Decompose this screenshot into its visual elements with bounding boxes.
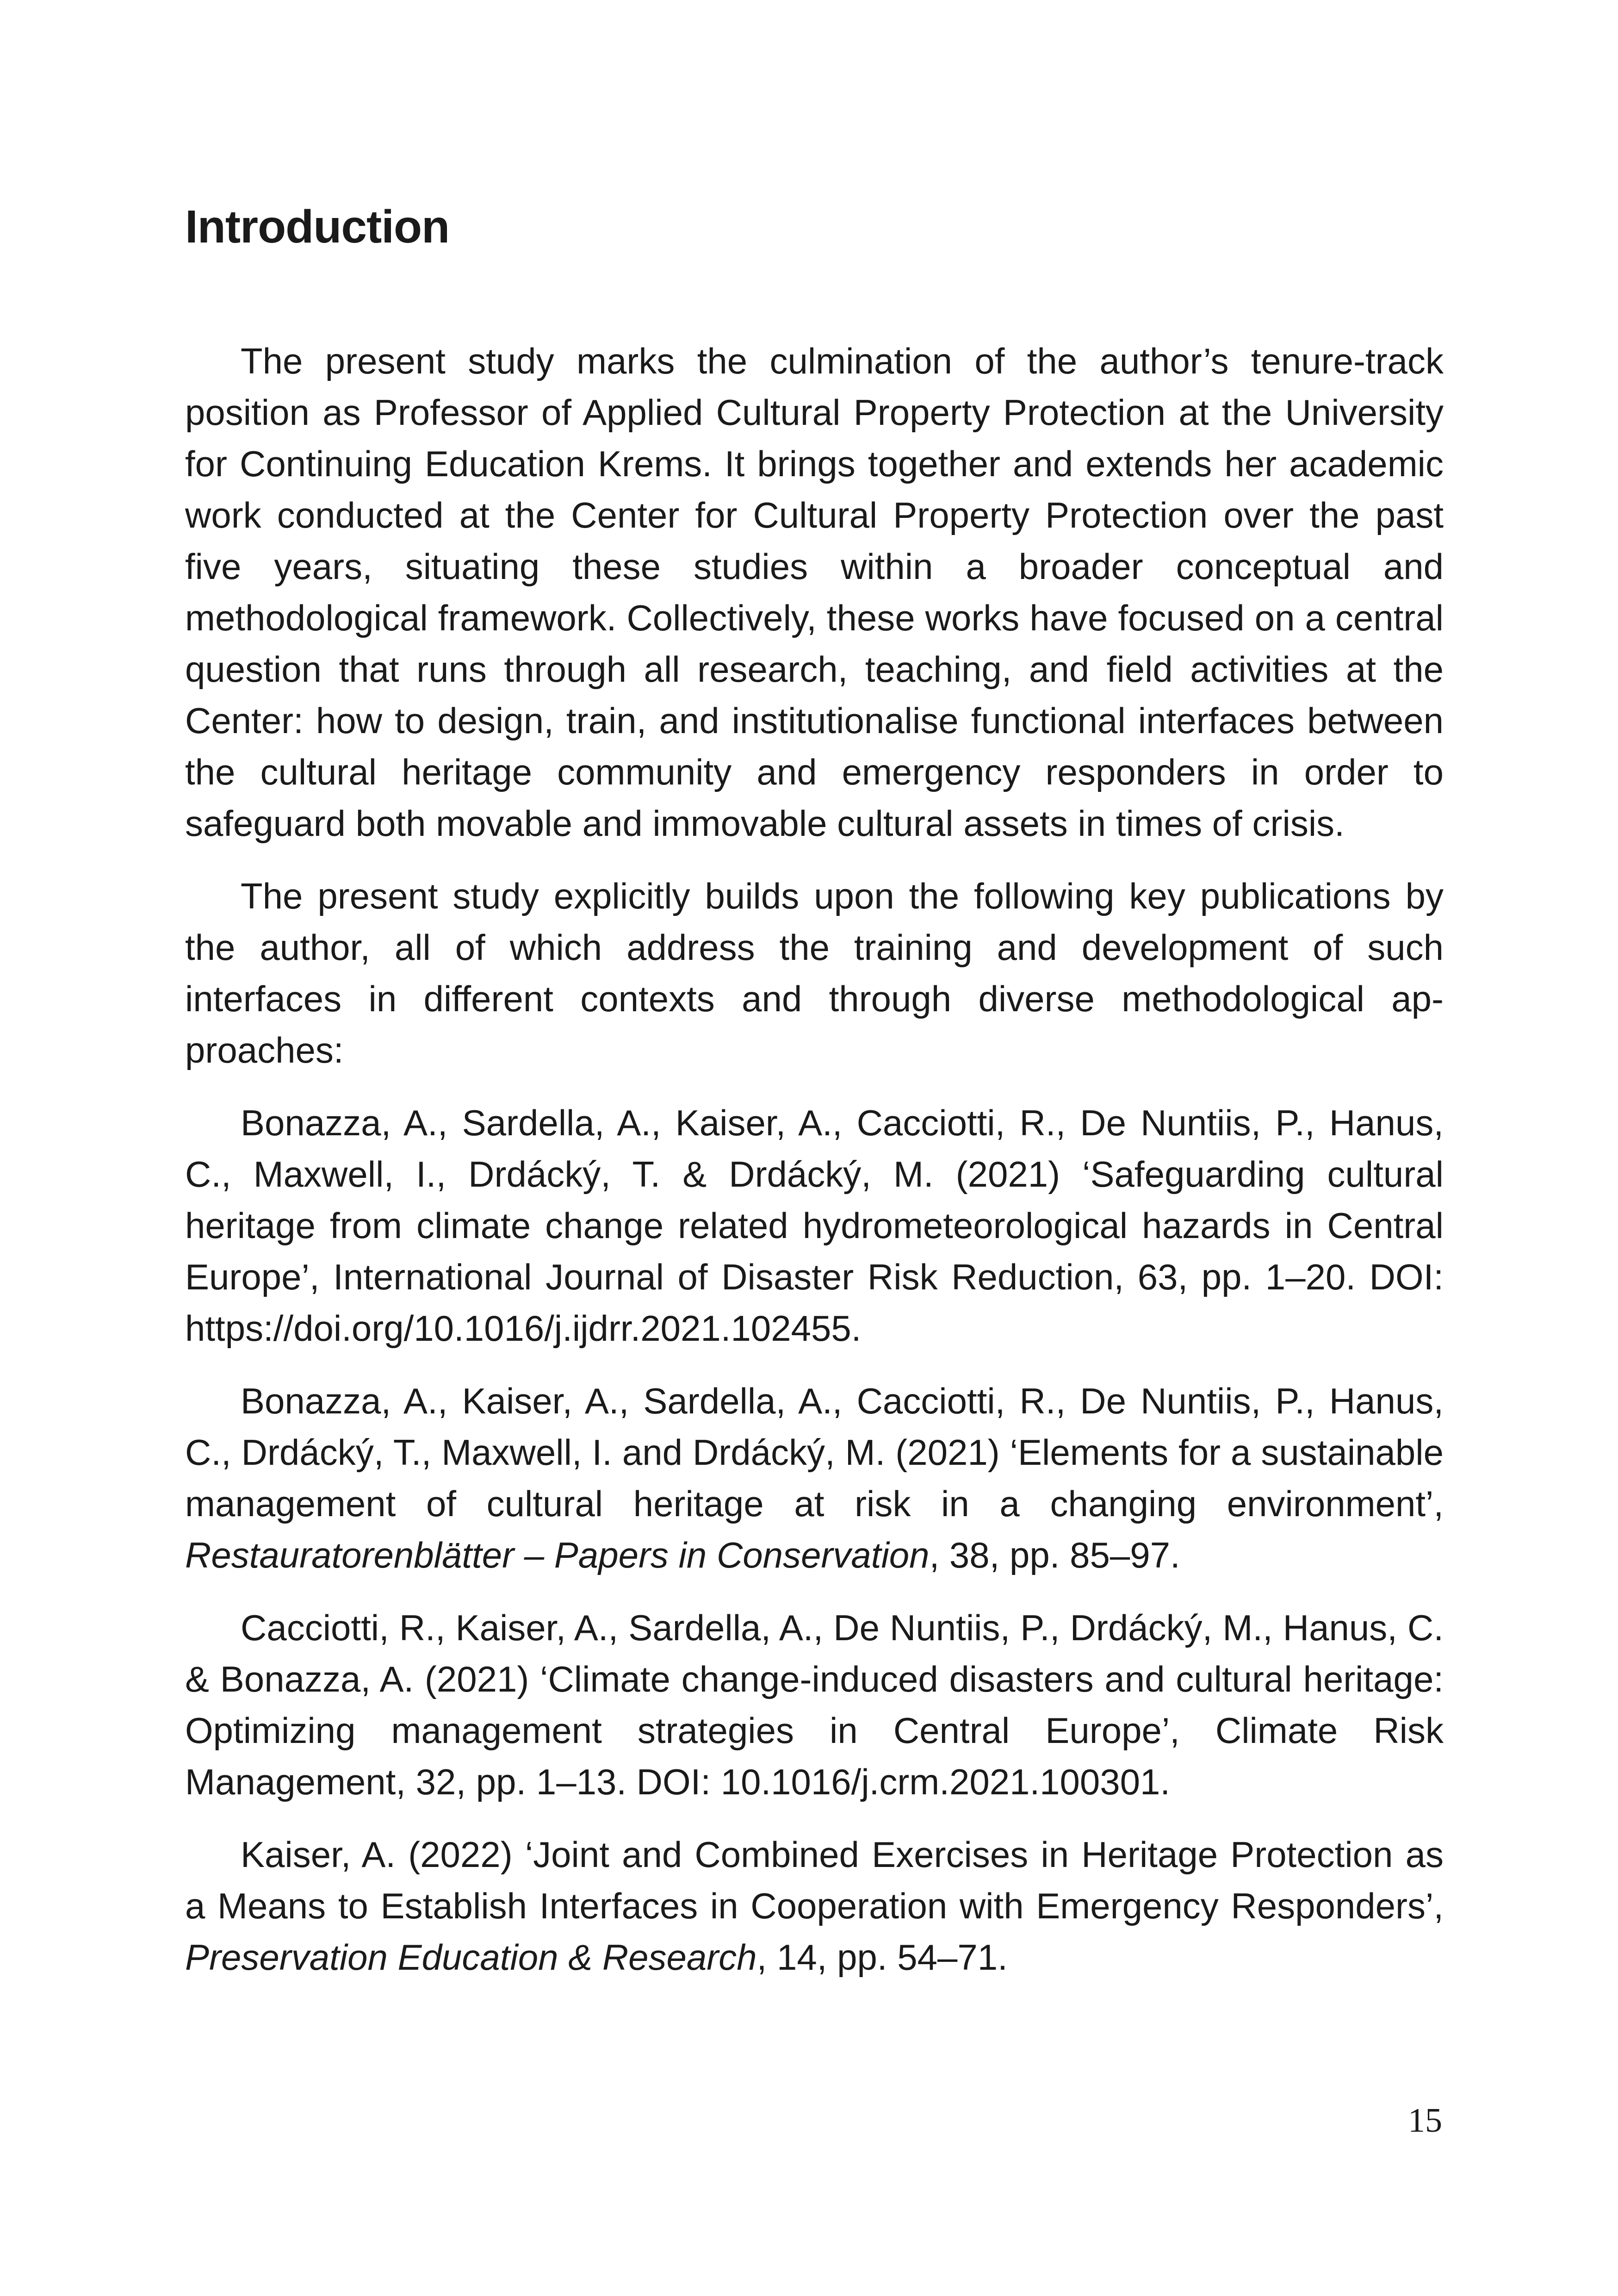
reference-4-journal: Preservation Education & Research bbox=[185, 1937, 757, 1978]
reference-2 bbox=[185, 1375, 1444, 1581]
reference-4-details: , 14, pp. 54–71. bbox=[756, 1937, 1008, 1978]
reference-3: Cacciotti, R., Kaiser, A., Sardella, A., De Nuntiis, P., Drdácký, M., Hanus, C. & Bonazza, A. (2021) ‘Climate change-induced disasters and cultural heritage: Optimizing management strategies in Central Europe’, Climate Risk Management, 32, pp. 1–13. DOI: 10.1016/j.crm.2021.100301. bbox=[185, 1607, 1444, 1802]
reference-2-text: Bonazza, A., Kaiser, A., Sardella, A., Cacciotti, R., De Nuntiis, P., Hanus, C., Drdácký, T., Maxwell, I. and Drdácký, M. (2021) ‘Elements for a sustainable management of cultural heritage at risk in a changing environment’, bbox=[185, 1381, 1444, 1524]
intro-paragraph-2: The present study explicitly builds upon the following key publications by the author, all of which address the training and development of such interfaces in different contexts and through diverse methodological approaches: bbox=[185, 876, 1444, 1070]
page-number: 15 bbox=[1408, 2102, 1442, 2140]
reference-2-journal: Restauratorenblätter – Papers in Conservation bbox=[185, 1535, 930, 1575]
reference-1: Bonazza, A., Sardella, A., Kaiser, A., Cacciotti, R., De Nuntiis, P., Hanus, C., Maxwell, I., Drdácký, T. & Drdácký, M. (2021) ‘Safeguarding cultural heritage from climate change related hydrometeorological hazards in Central Europe’, International Journal of Disaster Risk Reduction, 63, pp. 1–20. DOI: https://doi.org/10.1016/j.ijdrr.2021.102455. bbox=[185, 1102, 1444, 1349]
body-text bbox=[185, 336, 1444, 1983]
reference-2-details: , 38, pp. 85–97. bbox=[929, 1535, 1180, 1575]
reference-4-text: Kaiser, A. (2022) ‘Joint and Combined Exercises in Heritage Protection as a Means to Establish Interfaces in Cooperation with Emergency Responders’, bbox=[185, 1834, 1444, 1926]
intro-paragraph-1: The present study marks the culmination of the author’s tenure-track position as Professor of Applied Cultural Property Protection at the University for Continuing Education Krems. It brings together and extends her academic work conducted at the Center for Cultural Property Protection over the past five years, situating these studies within a broader conceptual and methodological framework. Collectively, these works have focused on a central question that runs through all research, teaching, and field activities at the Center: how to design, train, and institutionalise functional interfaces between the cultural heritage community and emergency responders in order to safeguard both movable and immovable cultural assets in times of crisis. bbox=[185, 341, 1444, 844]
section-heading: Introduction bbox=[185, 201, 450, 253]
reference-4 bbox=[185, 1829, 1444, 1983]
page-content bbox=[185, 199, 1444, 2004]
